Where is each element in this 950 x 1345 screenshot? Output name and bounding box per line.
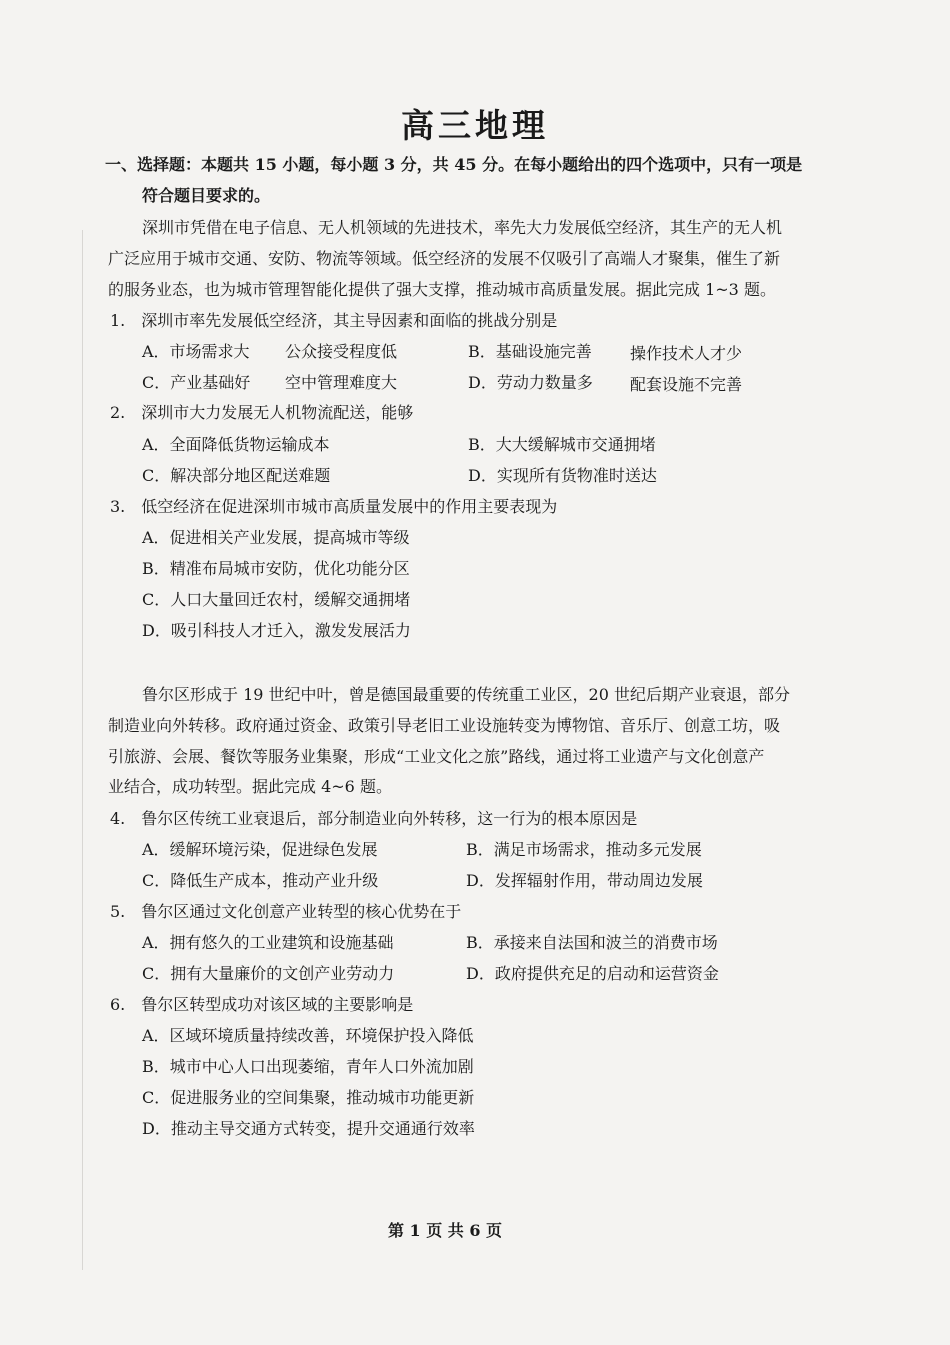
q1-option-d-2: 配套设施不完善 — [630, 375, 743, 394]
q2-option-b: B．大大缓解城市交通拥堵 — [468, 435, 656, 454]
q1-option-c: C．产业基础好 — [142, 373, 251, 392]
q6-option-b: B．城市中心人口出现萎缩，青年人口外流加剧 — [142, 1057, 474, 1076]
scan-edge — [82, 230, 83, 1270]
q4-option-c: C．降低生产成本，推动产业升级 — [142, 871, 379, 890]
q6-option-a: A．区域环境质量持续改善，环境保护投入降低 — [142, 1026, 474, 1045]
question-4: 4. 鲁尔区传统工业衰退后，部分制造业向外转移，这一行为的根本原因是 — [110, 809, 638, 828]
passage1-line: 的服务业态，也为城市管理智能化提供了强大支撑，推动城市高质量发展。据此完成 1~3 题。 — [108, 280, 776, 299]
q2-option-c: C．解决部分地区配送难题 — [142, 466, 331, 485]
passage1-line: 深圳市凭借在电子信息、无人机领域的先进技术，率先大力发展低空经济，其生产的无人机 — [142, 218, 783, 237]
q1-option-d: D．劳动力数量多 — [468, 373, 593, 392]
q2-option-d: D．实现所有货物准时送达 — [468, 466, 657, 485]
q3-option-c: C．人口大量回迁农村，缓解交通拥堵 — [142, 590, 411, 609]
q2-option-a: A．全面降低货物运输成本 — [142, 435, 330, 454]
passage2-line: 引旅游、会展、餐饮等服务业集聚，形成“工业文化之旅”路线，通过将工业遗产与文化创意产 — [108, 747, 765, 766]
q3-option-d: D．吸引科技人才迁入，激发发展活力 — [142, 621, 411, 640]
question-5: 5. 鲁尔区通过文化创意产业转型的核心优势在于 — [110, 902, 462, 921]
q1-option-c-2: 空中管理难度大 — [285, 373, 398, 392]
section-header: 一、选择题：本题共 15 小题，每小题 3 分，共 45 分。在每小题给出的四个选项中，只有一项是 — [105, 155, 803, 174]
question-2: 2. 深圳市大力发展无人机物流配送，能够 — [110, 403, 414, 422]
page-title: 高三地理 — [401, 106, 549, 145]
question-3: 3. 低空经济在促进深圳市城市高质量发展中的作用主要表现为 — [110, 497, 558, 516]
q6-option-d: D．推动主导交通方式转变，提升交通通行效率 — [142, 1119, 475, 1138]
question-1: 1. 深圳市率先发展低空经济，其主导因素和面临的挑战分别是 — [110, 311, 558, 330]
q4-option-b: B．满足市场需求，推动多元发展 — [466, 840, 702, 859]
passage2-line: 制造业向外转移。政府通过资金、政策引导老旧工业设施转变为博物馆、音乐厅、创意工坊，吸 — [108, 716, 781, 735]
q4-option-a: A．缓解环境污染，促进绿色发展 — [142, 840, 378, 859]
q5-option-c: C．拥有大量廉价的文创产业劳动力 — [142, 964, 395, 983]
page-number: 第 1 页 共 6 页 — [387, 1221, 503, 1240]
q1-option-b: B．基础设施完善 — [468, 342, 592, 361]
q5-option-b: B．承接来自法国和波兰的消费市场 — [466, 933, 718, 952]
passage1-line: 广泛应用于城市交通、安防、物流等领域。低空经济的发展不仅吸引了高端人才聚集，催生了新 — [108, 249, 781, 268]
passage2-line: 业结合，成功转型。据此完成 4~6 题。 — [108, 777, 392, 796]
q1-option-a: A．市场需求大 — [142, 342, 250, 361]
q1-option-b-2: 操作技术人才少 — [630, 344, 743, 363]
q4-option-d: D．发挥辐射作用，带动周边发展 — [466, 871, 703, 890]
q5-option-d: D．政府提供充足的启动和运营资金 — [466, 964, 719, 983]
q5-option-a: A．拥有悠久的工业建筑和设施基础 — [142, 933, 394, 952]
q6-option-c: C．促进服务业的空间集聚，推动城市功能更新 — [142, 1088, 475, 1107]
q3-option-b: B．精准布局城市安防，优化功能分区 — [142, 559, 410, 578]
q1-option-a-2: 公众接受程度低 — [285, 342, 398, 361]
section-header-cont: 符合题目要求的。 — [142, 186, 271, 205]
q3-option-a: A．促进相关产业发展，提高城市等级 — [142, 528, 410, 547]
question-6: 6. 鲁尔区转型成功对该区域的主要影响是 — [110, 995, 414, 1014]
passage2-line: 鲁尔区形成于 19 世纪中叶，曾是德国最重要的传统重工业区，20 世纪后期产业衰退，部分 — [142, 685, 790, 704]
